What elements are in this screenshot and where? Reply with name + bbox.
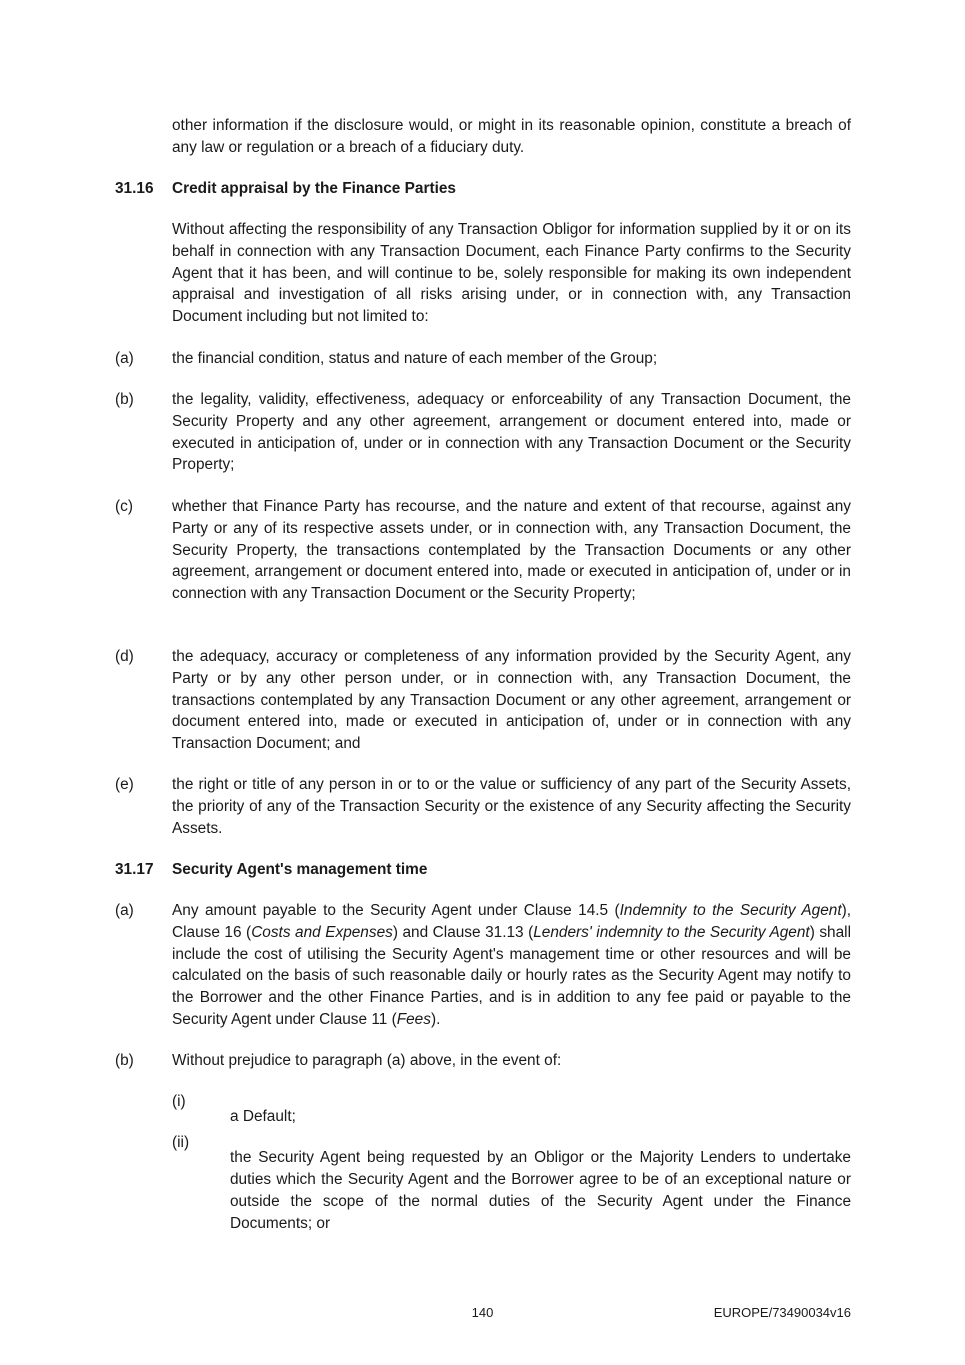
list-item <box>172 496 851 605</box>
item-text: the financial condition, status and nature of each member of the Group; <box>172 350 658 367</box>
sub-list-item <box>230 1132 851 1250</box>
section-title: Credit appraisal by the Finance Parties <box>172 180 456 197</box>
page-number: 140 <box>471 1305 494 1320</box>
sub-item-label: (ii) <box>172 1134 190 1151</box>
sub-item-text: a Default; <box>230 1108 296 1126</box>
section-number: 31.16 <box>115 180 154 197</box>
list-item <box>172 389 851 476</box>
item-label: (b) <box>115 1052 134 1069</box>
item-text: Without prejudice to paragraph (a) above, in the event of: <box>172 1052 562 1069</box>
item-label: (a) <box>115 350 134 367</box>
item-label: (d) <box>115 648 134 665</box>
intro-text: other information if the disclosure would, or might in its reasonable opinion, constitute a breach of any law or regulation or a breach of a fiduciary duty. <box>172 117 851 156</box>
section-heading-3116 <box>115 178 456 200</box>
item-text: the adequacy, accuracy or completeness of any information provided by the Security Agent, any Party or by any other person under, or in connection with, any Transaction Document, the transactions contemplated by any Transaction Document or any other agreement, arrangement or document entered into, made or executed in anticipation of, under or in connection with any Transaction Document; and <box>172 648 851 753</box>
item-label: (e) <box>115 776 134 793</box>
list-item <box>172 348 851 370</box>
item-label: (b) <box>115 391 134 408</box>
document-reference: EUROPE/73490034v16 <box>713 1305 851 1320</box>
list-item <box>172 900 851 1031</box>
section-heading-3117 <box>115 859 427 881</box>
item-label: (a) <box>115 902 134 919</box>
section-title: Security Agent's management time <box>172 861 428 878</box>
item-text: Any amount payable to the Security Agent under Clause 14.5 (Indemnity to the Security Agent), Clause 16 (Costs and Expenses) and Clause 31.13 (Lenders' indemnity to the Security Agent) shall include the cost of utilising the Security Agent's management time or other resources and will be calculated on the basis of such reasonable daily or hourly rates as the Security Agent may notify to the Borrower and the other Finance Parties, and is in addition to any fee paid or payable to the Security Agent under Clause 11 (Fees). <box>172 902 851 1028</box>
section-3116-lead <box>172 219 851 328</box>
intro-paragraph <box>172 115 851 159</box>
item-text: whether that Finance Party has recourse, and the nature and extent of that recourse, against any Party or any of its respective assets under, or in connection with, any Transaction Document, the Security Property, the transactions contemplated by the Transaction Documents or any other agreement, arrangement or document entered into, made or executed in anticipation of, under or in connection with any Transaction Document or the Security Property; <box>172 498 851 603</box>
item-text: the legality, validity, effectiveness, adequacy or enforceability of any Transaction Document, the Security Property and any other agreement, arrangement or document entered into, made or executed in anticipation of, under or in connection with any Transaction Document or the Security Property; <box>172 391 851 474</box>
list-item <box>172 1050 851 1072</box>
item-label: (c) <box>115 498 133 515</box>
section-number: 31.17 <box>115 861 154 878</box>
lead-text: Without affecting the responsibility of any Transaction Obligor for information supplied by it or on its behalf in connection with any Transaction Document, each Finance Party confirms to the Security Agent that it has been, and will continue to be, solely responsible for making its own independent appraisal and investigation of all risks arising under, or in connection with, any Transaction Document including but not limited to: <box>172 221 851 326</box>
list-item <box>172 774 851 839</box>
sub-item-label: (i) <box>172 1093 186 1110</box>
list-item <box>172 646 851 755</box>
item-text: the right or title of any person in or to or the value or sufficiency of any part of the Security Assets, the priority of any of the Transaction Security or the existence of any Security affecting the Security Assets. <box>172 776 851 837</box>
sub-item-text: the Security Agent being requested by an Obligor or the Majority Lenders to undertake duties which the Security Agent and the Borrower agree to be of an exceptional nature or outside the scope of the normal duties of the Security Agent under the Finance Documents; or <box>230 1149 851 1232</box>
